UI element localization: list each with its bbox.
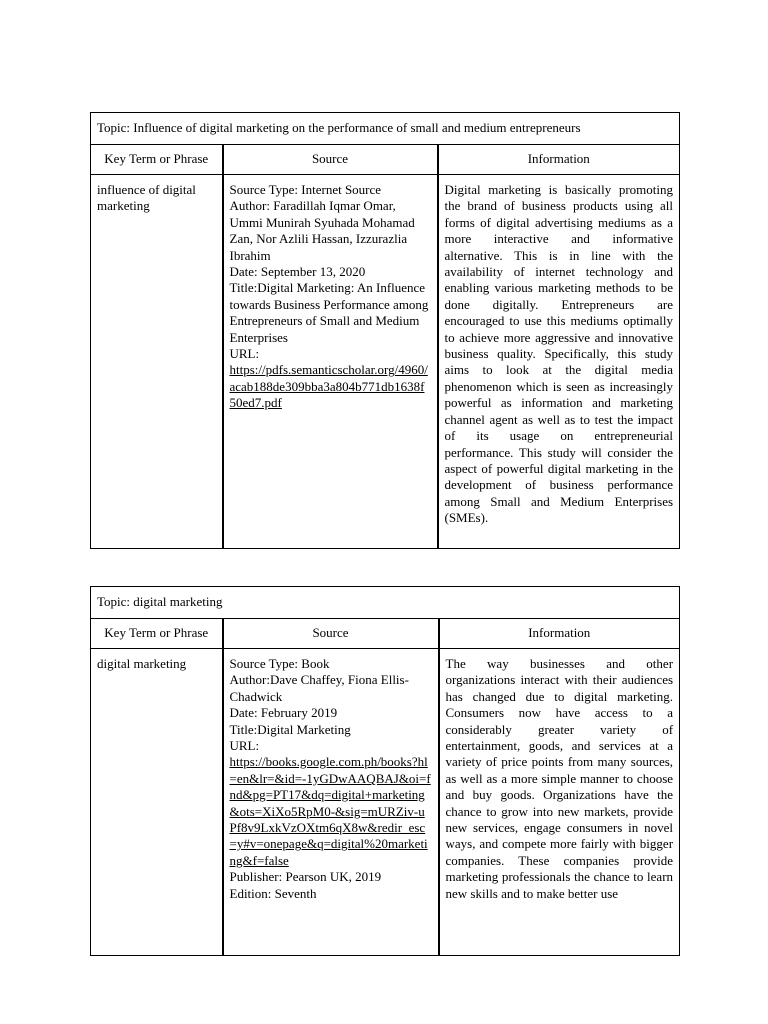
source-type: Source Type: Book	[229, 656, 330, 671]
header-information: Information	[438, 145, 680, 175]
table-row	[91, 175, 680, 549]
topic-text: Topic: Influence of digital marketing on the performance of small and medium entrepreneurs	[97, 120, 581, 136]
source-date: Date: February 2019	[229, 705, 338, 721]
header-row	[91, 619, 680, 649]
source-url-label: URL:	[229, 738, 260, 754]
source-cell	[223, 649, 439, 956]
key-term-cell	[91, 175, 223, 549]
header-row	[91, 145, 680, 175]
key-term-cell	[91, 649, 223, 956]
topic-cell	[91, 113, 680, 145]
source-edition: Edition: Seventh	[229, 885, 317, 901]
header-source: Source	[223, 145, 438, 175]
source-publisher: Publisher: Pearson UK, 2019	[229, 869, 382, 885]
source-date: Date: September 13, 2020	[229, 264, 366, 280]
source-url-link[interactable]: https://pdfs.semanticscholar.org/4960/acab188de309bba3a804b771db1638f50ed7.pdf	[229, 362, 428, 411]
topic-cell	[91, 587, 680, 619]
source-author: Author: Faradillah Iqmar Omar, Ummi Munirah Syuhada Mohamad Zan, Nor Azlili Hassan, Izzurazlia Ibrahim	[229, 198, 415, 263]
header-information: Information	[439, 619, 680, 649]
topic-row	[91, 113, 680, 145]
source-cell	[223, 175, 438, 549]
information-text: The way businesses and other organizations interact with their audiences has changed due to digital marketing. Consumers now have access to a considerably greater variety of entertainment, goods, and services at a variety of price points from many sources, as well as a more simple manner to choose and buy goods. Organizations have the chance to grow into new markets, provide new services, engage consumers in novel ways, and compete more fairly with bigger companies. These companies provide marketing professionals the chance to learn new skills and to make better use	[445, 656, 674, 901]
table-row	[91, 649, 680, 956]
information-cell	[438, 175, 680, 549]
information-cell	[439, 649, 680, 956]
source-url-link[interactable]: https://books.google.com.ph/books?hl=en&lr=&id=-1yGDwAAQBAJ&oi=fnd&pg=PT17&dq=digital+marketing&ots=XiXo5RpM0-&sig=mURZiv-uPf8v9LxkVzOXtm6qX8w&redir_esc=y#v=onepage&q=digital%20marketing&f=false	[229, 754, 431, 868]
source-type: Source Type: Internet Source	[229, 182, 382, 197]
topic-row	[91, 587, 680, 619]
header-key-term: Key Term or Phrase	[91, 619, 223, 649]
research-table-1	[90, 112, 680, 549]
source-author: Author:Dave Chaffey, Fiona Ellis-Chadwick	[229, 672, 409, 704]
topic-text: Topic: digital marketing	[97, 594, 223, 610]
source-title: Title:Digital Marketing: An Influence towards Business Performance among Entrepreneurs of Small and Medium Enterprises	[229, 280, 429, 345]
key-term-text: digital marketing	[97, 656, 187, 671]
header-source: Source	[223, 619, 439, 649]
source-title: Title:Digital Marketing	[229, 721, 351, 737]
research-table-2	[90, 586, 680, 956]
information-text: Digital marketing is basically promoting the brand of business products using all forms of digital advertising mediums as a more interactive and informative alternative. This is in line with the availability of internet technology and enabling various marketing methods to be done digitally. Entrepreneurs are encouraged to use this mediums optimally to achieve more aggressive and innovative business quality. Specifically, this study aims to look at the digital media phenomenon which is seen as increasingly powerful as information and marketing channel agent as well as to test the impact of its usage on entrepreneurial performance. This study will consider the aspect of powerful digital marketing in the development of business performance among Small and Medium Enterprises (SMEs).	[444, 182, 674, 526]
key-term-text: influence of digital marketing	[97, 182, 196, 214]
header-key-term: Key Term or Phrase	[91, 145, 223, 175]
source-url-label: URL:	[229, 346, 260, 362]
